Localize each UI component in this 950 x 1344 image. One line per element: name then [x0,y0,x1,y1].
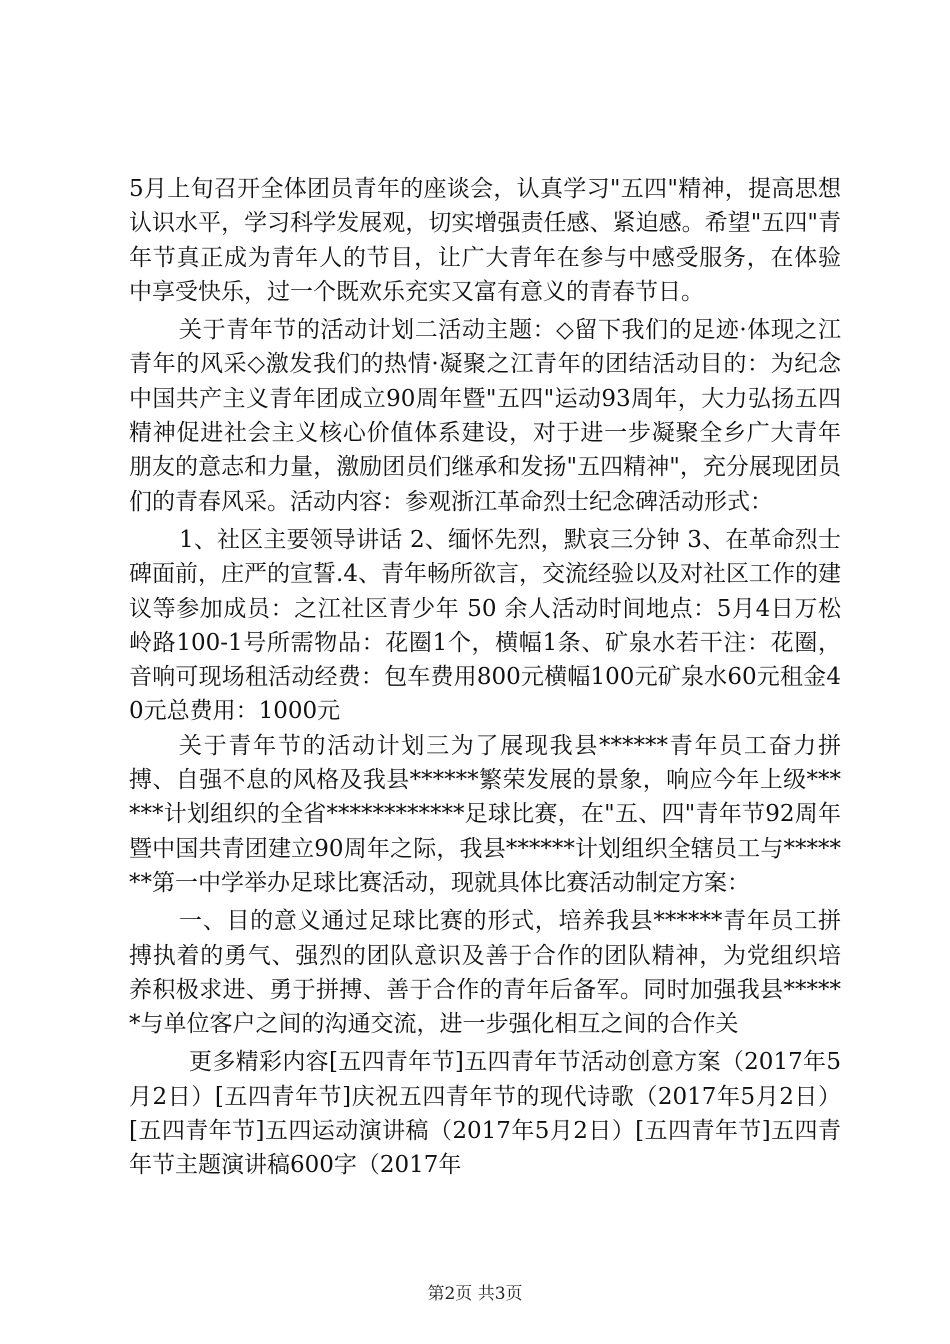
paragraph-activity-details: 1、社区主要领导讲话 2、缅怀先烈，默哀三分钟 3、在革命烈士碑面前，庄严的宣誓.4、青年畅所欲言，交流经验以及对社区工作的建议等参加成员：之江社区青少年 50 余人活动时间地点：5月4日万松岭路100-1号所需物品：花圈1个，横幅1条、矿泉水若干注：花圈，音响可现场租活动经费：包车费用800元横幅100元矿泉水60元租金40元总费用：1000元 [129,526,841,725]
paragraph-plan-three: 关于青年节的活动计划三为了展现我县******青年员工奋力拼搏、自强不息的风格及我县******繁荣发展的景象，响应今年上级******计划组织的全省************足球比赛，在"五、四"青年节92周年暨中国共青团建立90周年之际，我县******计划组织全辖员工与*******第一中学举办足球比赛活动，现就具体比赛活动制定方案： [129,732,841,896]
page-number-footer: 第2页 共3页 [427,1284,523,1304]
paragraph-more-content: 更多精彩内容[五四青年节]五四青年节活动创意方案（2017年5月2日）[五四青年节]庆祝五四青年节的现代诗歌（2017年5月2日）[五四青年节]五四运动演讲稿（2017年5月2日）[五四青年节]五四青年节主题演讲稿600字（2017年 [129,1049,841,1179]
paragraph-plan-two: 关于青年节的活动计划二活动主题：◇留下我们的足迹·体现之江青年的风采◇激发我们的热情·凝聚之江青年的团结活动目的：为纪念中国共产主义青年团成立90周年暨"五四"运动93周年，大力弘扬五四精神促进社会主义核心价值体系建设，对于进一步凝聚全乡广大青年朋友的意志和力量，激励团员们继承和发扬"五四精神"，充分展现团员们的青春风采。活动内容：参观浙江革命烈士纪念碑活动形式： [129,317,841,515]
document-body [129,172,841,1183]
paragraph-continuation: 5月上旬召开全体团员青年的座谈会，认真学习"五四"精神，提高思想认识水平，学习科学发展观，切实增强责任感、紧迫感。希望"五四"青年节真正成为青年人的节目，让广大青年在参与中感受服务，在体验中享受快乐，过一个既欢乐充实又富有意义的青春节日。 [129,176,841,305]
paragraph-purpose: 一、目的意义通过足球比赛的形式，培养我县******青年员工拼搏执着的勇气、强烈的团队意识及善于合作的团队精神，为党组织培养积极求进、勇于拼搏、善于合作的青年后备军。同时加强我县******与单位客户之间的沟通交流，进一步强化相互之间的合作关 [129,908,841,1038]
